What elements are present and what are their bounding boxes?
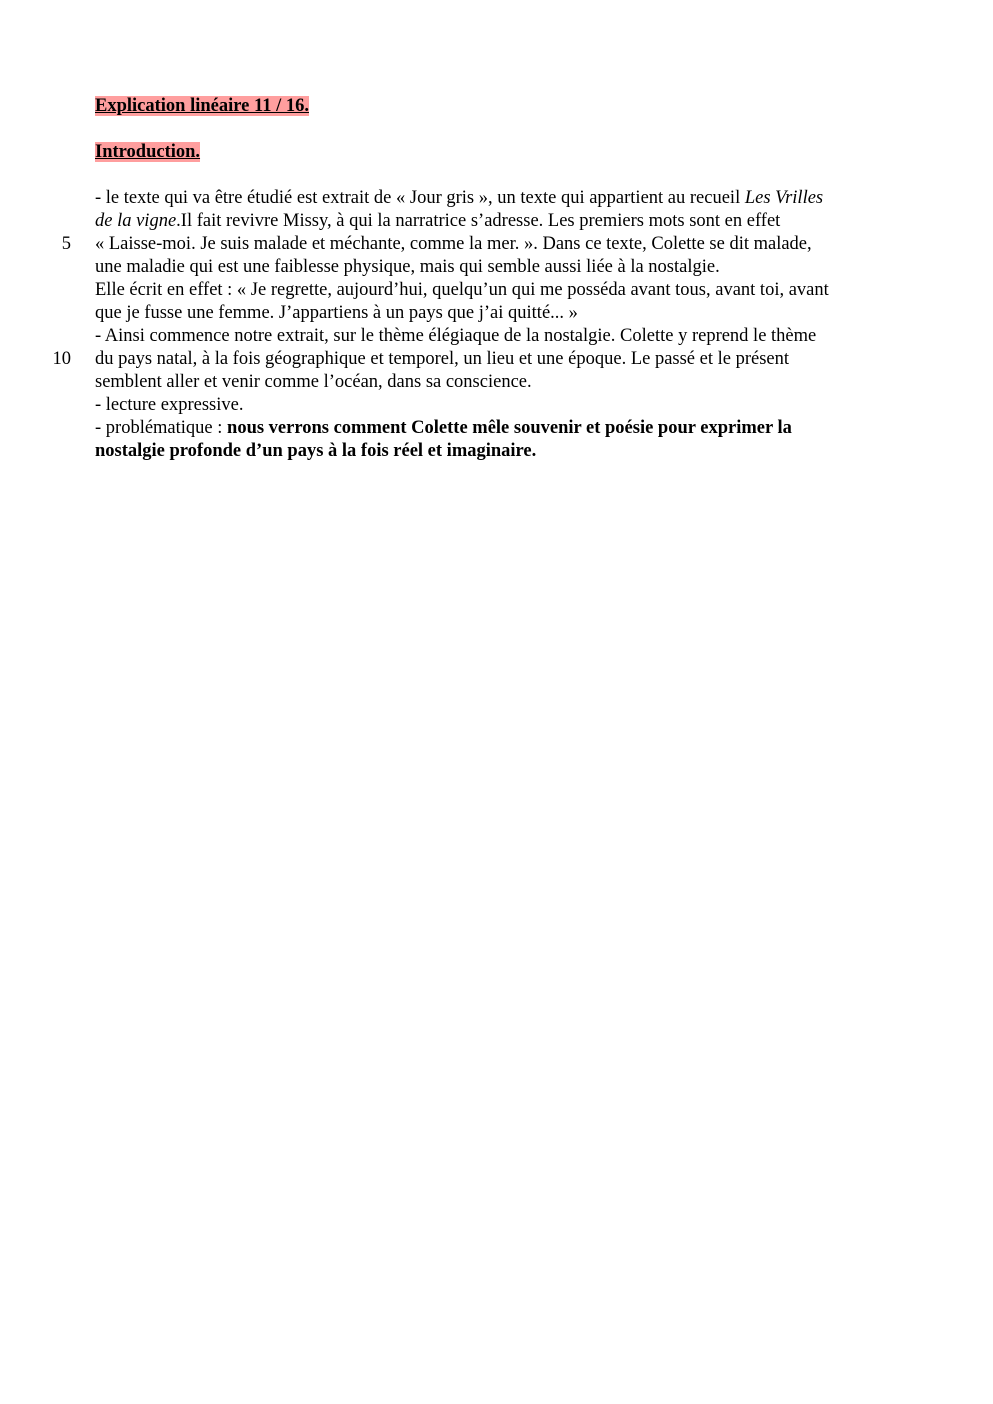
text-line bbox=[95, 325, 895, 348]
intro-paragraph bbox=[95, 187, 895, 463]
line-number-5: 5 bbox=[61, 234, 71, 254]
line-text: .Il fait revivre Missy, à qui la narratrice s’adresse. Les premiers mots sont en effet bbox=[176, 211, 781, 231]
line-text: semblent aller et venir comme l’océan, dans sa conscience. bbox=[95, 372, 532, 392]
text-line bbox=[95, 210, 895, 233]
text-line bbox=[95, 256, 895, 279]
problematique-line bbox=[95, 417, 895, 440]
text-line bbox=[95, 302, 895, 325]
problematique-bold: nostalgie profonde d’un pays à la fois réel et imaginaire. bbox=[95, 441, 537, 461]
text-line bbox=[95, 279, 895, 302]
problematique-bold: nous verrons comment Colette mêle souvenir et poésie pour exprimer la bbox=[227, 418, 792, 438]
book-title-italic: Les Vrilles bbox=[744, 188, 824, 208]
line-text: « Laisse-moi. Je suis malade et méchante, comme la mer. ». Dans ce texte, Colette se dit malade, bbox=[95, 234, 812, 254]
book-title-italic: de la vigne bbox=[95, 211, 177, 231]
text-line bbox=[95, 187, 895, 210]
document-title bbox=[95, 95, 309, 118]
line-text: une maladie qui est une faiblesse physique, mais qui semble aussi liée à la nostalgie. bbox=[95, 257, 720, 277]
line-text: que je fusse une femme. J’appartiens à un pays que j’ai quitté... » bbox=[95, 303, 578, 323]
line-text: - le texte qui va être étudié est extrait de « Jour gris », un texte qui appartient au recueil bbox=[95, 188, 745, 208]
text-line bbox=[95, 348, 895, 371]
document-title-text: Explication linéaire 11 / 16. bbox=[95, 96, 309, 116]
section-heading-text: Introduction. bbox=[95, 142, 201, 162]
text-line bbox=[95, 371, 895, 394]
line-text: Elle écrit en effet : « Je regrette, aujourd’hui, quelqu’un qui me posséda avant tous, avant toi, avant bbox=[95, 280, 829, 300]
text-line bbox=[95, 394, 895, 417]
line-text: - Ainsi commence notre extrait, sur le thème élégiaque de la nostalgie. Colette y reprend le thème bbox=[95, 326, 817, 346]
section-heading bbox=[95, 141, 200, 164]
line-text: - lecture expressive. bbox=[95, 395, 244, 415]
problematique-line bbox=[95, 440, 895, 463]
line-text: du pays natal, à la fois géographique et temporel, un lieu et une époque. Le passé et le présent bbox=[95, 349, 790, 369]
line-text: - problématique : bbox=[95, 418, 228, 438]
text-line bbox=[95, 233, 895, 256]
line-number-10: 10 bbox=[52, 349, 71, 369]
